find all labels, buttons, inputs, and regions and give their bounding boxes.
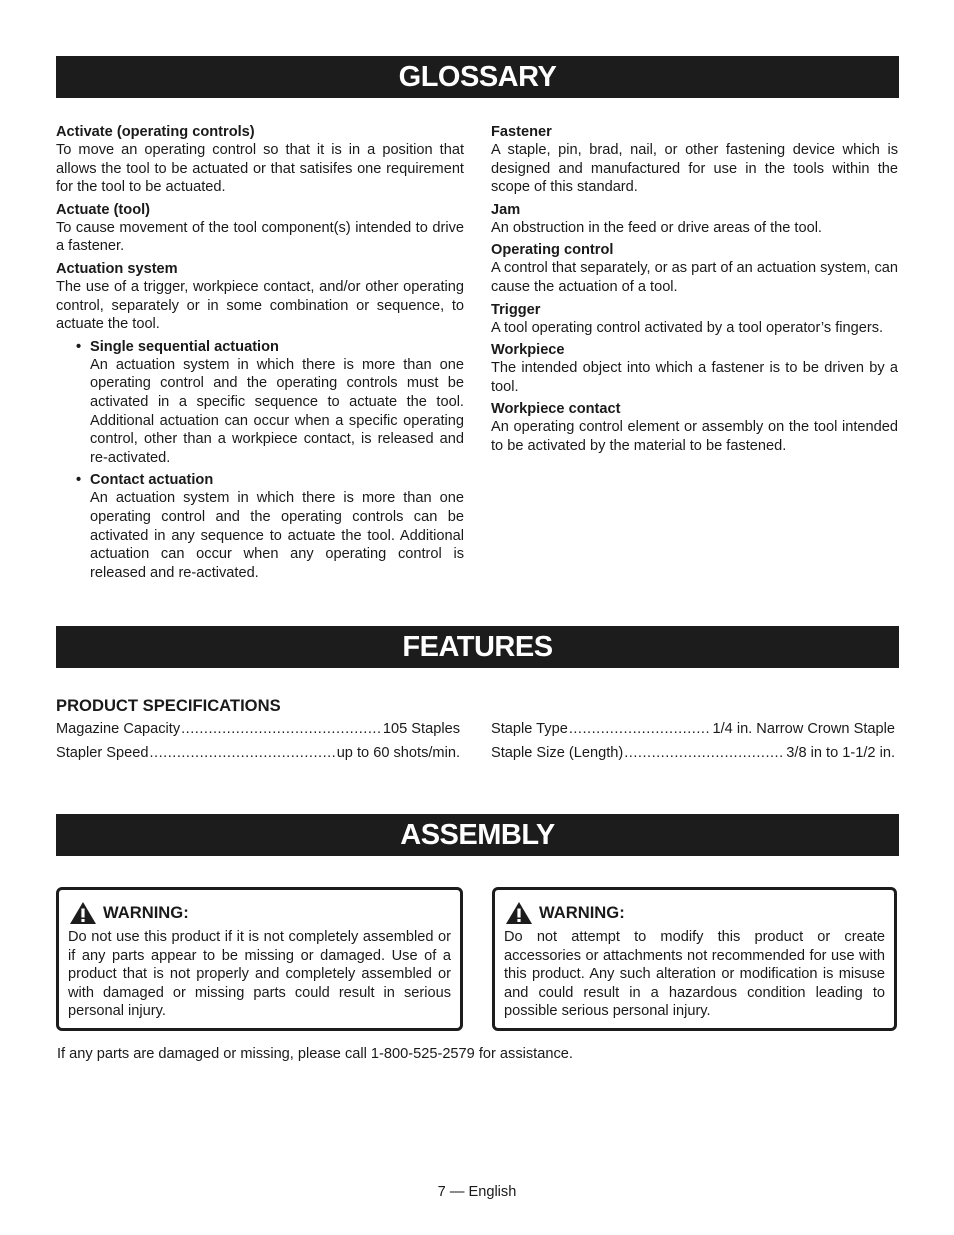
term-definition: An obstruction in the feed or drive areas of the tool. (491, 219, 822, 236)
glossary-right-column (491, 123, 898, 456)
warning-title: WARNING: (103, 902, 189, 922)
glossary-banner: GLOSSARY (56, 56, 899, 98)
term-definition: A staple, pin, brad, nail, or other fastening device which is designed and manufactured for use in the tools within the scope of this standard. (491, 142, 898, 196)
warning-triangle-icon (69, 901, 97, 925)
spec-row (491, 720, 895, 738)
spec-label: Staple Type (491, 721, 568, 737)
glossary-bullet-item (56, 338, 464, 468)
page-footer: 7 — English (437, 1184, 517, 1200)
warning-box (56, 887, 463, 1031)
spec-label: Magazine Capacity (56, 721, 181, 737)
glossary-left-column (56, 123, 464, 582)
spec-value: 105 Staples (382, 721, 460, 737)
term-definition: The use of a trigger, workpiece contact, and/or other operating control, separately or in some combination or sequence, to actuate the tool. (56, 278, 464, 333)
term-title: Operating control (491, 242, 614, 259)
warning-box (492, 887, 897, 1031)
term-definition: An actuation system in which there is more than one operating control and the operating controls can be activated in any sequence to actuate the tool. Additional actuation can occur when any operating control is released and re-activated. (90, 490, 464, 581)
term-title: Fastener (491, 124, 552, 140)
missing-parts-note: If any parts are damaged or missing, please call 1-800-525-2579 for assistance. (57, 1046, 573, 1062)
product-specifications-heading: PRODUCT SPECIFICATIONS (56, 696, 281, 715)
spec-leader-dots (624, 744, 785, 762)
spec-label: Stapler Speed (56, 745, 149, 761)
glossary-term (56, 123, 464, 197)
bullet-mark: • (76, 472, 82, 489)
term-title: Actuation system (56, 260, 178, 277)
warning-text: Do not attempt to modify this product or create accessories or attachments not recommended for use with this product. Any such alteration or modification is misuse and could result in a hazardous condition leading to possible serious personal injury. (504, 929, 885, 1020)
term-definition: The intended object into which a fastener is to be driven by a tool. (491, 360, 898, 395)
term-title: Trigger (491, 301, 541, 318)
spec-leader-dots (569, 720, 712, 738)
glossary-term (491, 341, 898, 396)
term-definition: An operating control element or assembly on the tool intended to be activated by the material to be fastened. (491, 419, 898, 454)
term-title: Single sequential actuation (90, 338, 279, 355)
term-title: Workpiece (491, 342, 565, 359)
term-definition: A tool operating control activated by a tool operator’s fingers. (491, 319, 884, 336)
glossary-term (491, 201, 898, 238)
glossary-term (491, 301, 898, 338)
spec-value: 1/4 in. Narrow Crown Staple (712, 721, 895, 737)
features-banner: FEATURES (56, 626, 899, 668)
glossary-term (491, 400, 898, 455)
spec-leader-dots (150, 744, 336, 762)
spec-row (56, 744, 460, 762)
term-definition: To move an operating control so that it is in a position that allows the tool to be actuated or that satisifes one requirement for the tool to be actuated. (56, 142, 464, 196)
term-definition: An actuation system in which there is more than one operating control and the operating controls must be activated in a specific sequence to actuate the tool. Additional actuation can occur when a specific operating control, other than a workpiece contact, is released and re-activated. (90, 356, 464, 466)
term-definition: A control that separately, or as part of an actuation system, can cause the actuation of a tool. (491, 260, 898, 295)
glossary-term (56, 260, 464, 334)
spec-leader-dots (181, 720, 382, 738)
spec-label: Staple Size (Length) (491, 745, 624, 761)
spec-row (491, 744, 895, 762)
warning-header (505, 900, 885, 926)
term-title: Contact actuation (90, 472, 214, 489)
term-title: Activate (operating controls) (56, 124, 255, 140)
glossary-term (491, 123, 898, 197)
spec-value: 3/8 in to 1-1/2 in. (786, 745, 895, 761)
glossary-bullet-item (56, 471, 464, 582)
warning-text: Do not use this product if it is not completely assembled or if any parts appear to be missing or damaged. Use of a product that is not properly and completely assembled or with damaged or missing parts could result in serious personal injury. (68, 929, 451, 1020)
spec-value: up to 60 shots/min. (336, 745, 460, 761)
term-definition: To cause movement of the tool component(s) intended to drive a fastener. (56, 219, 464, 255)
warning-title: WARNING: (539, 902, 625, 922)
assembly-banner: ASSEMBLY (56, 814, 899, 856)
bullet-mark: • (76, 338, 82, 355)
warning-header (69, 900, 451, 926)
warning-triangle-icon (505, 901, 533, 925)
term-title: Jam (491, 201, 521, 218)
glossary-term (56, 201, 464, 256)
glossary-term (491, 241, 898, 296)
term-title: Actuate (tool) (56, 201, 151, 218)
spec-row (56, 720, 460, 738)
term-title: Workpiece contact (491, 401, 621, 418)
